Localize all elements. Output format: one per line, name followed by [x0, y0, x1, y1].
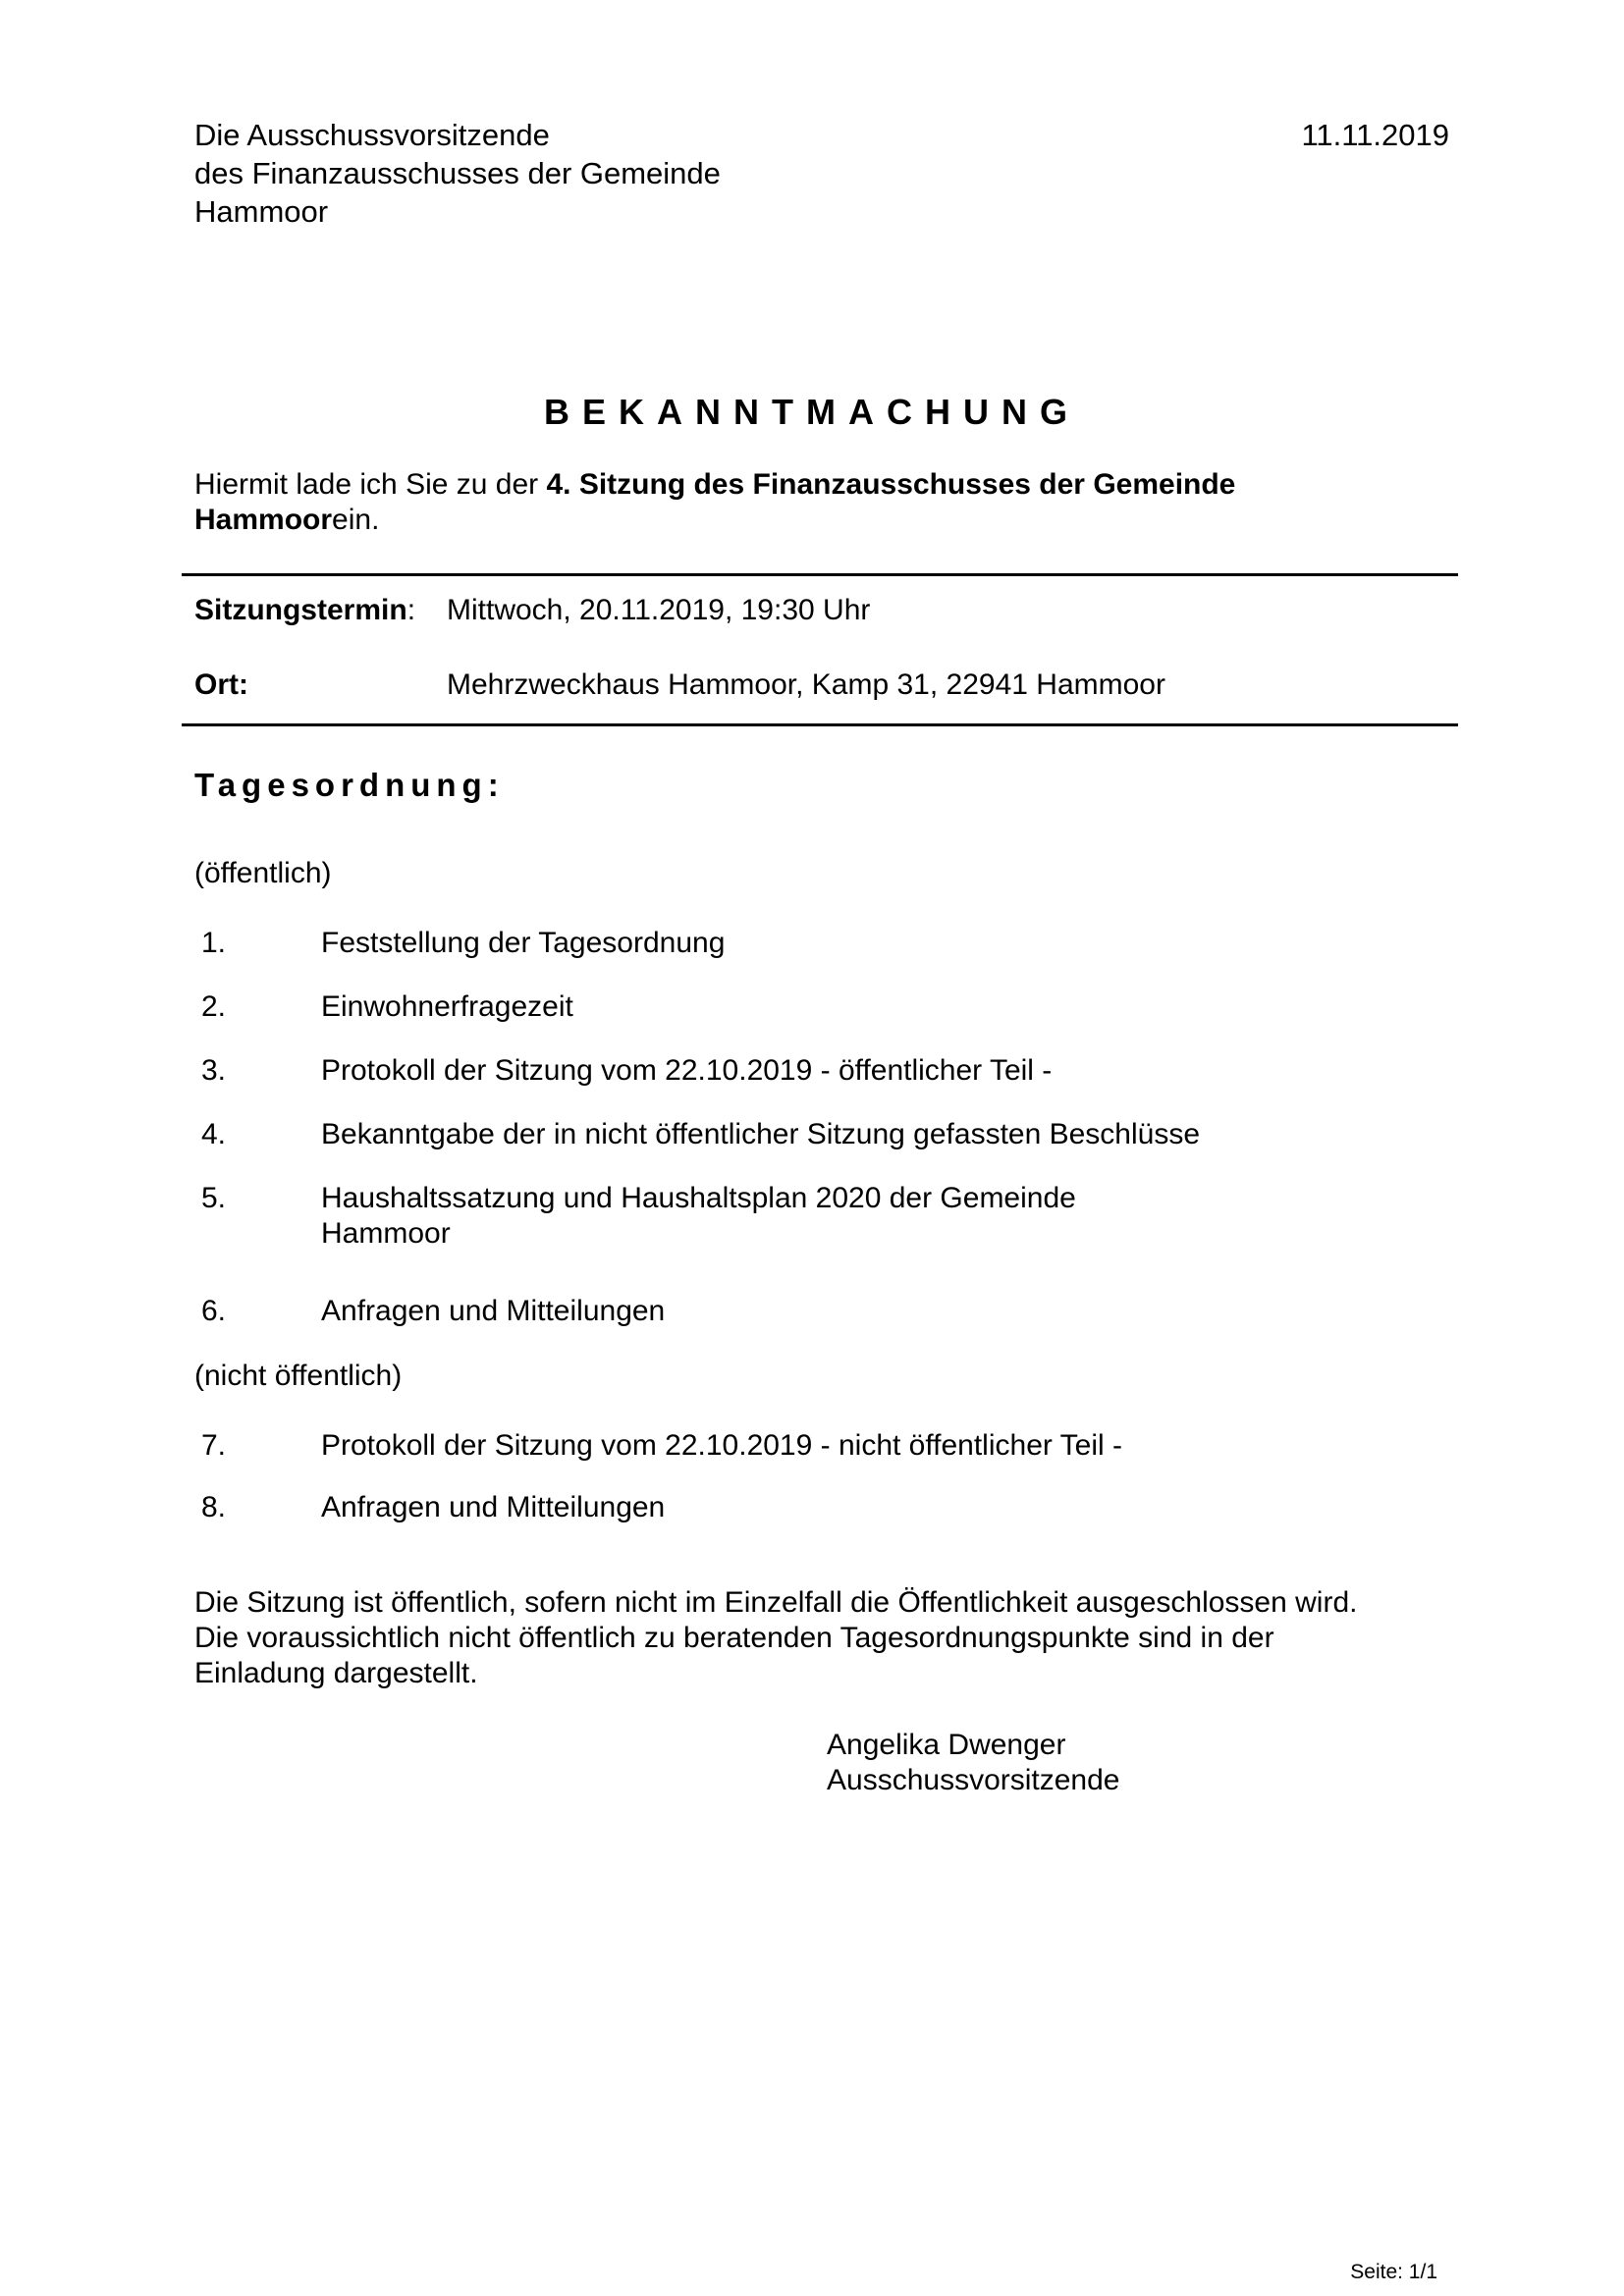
agenda-item-text: Anfragen und Mitteilungen: [321, 1491, 666, 1523]
closing-line: Einladung dargestellt.: [194, 1657, 478, 1689]
closing-line: Die Sitzung ist öffentlich, sofern nicht im Einzelfall die Öffentlichkeit ausgeschlossen wird.: [194, 1586, 1358, 1619]
sender-block: [194, 116, 721, 231]
divider-top: [182, 573, 1458, 576]
document-date: 11.11.2019: [1301, 118, 1449, 152]
meeting-date-value: Mittwoch, 20.11.2019, 19:30 Uhr: [447, 594, 871, 626]
agenda-item-number: 3.: [201, 1054, 227, 1087]
intro-prefix: Hiermit lade ich Sie zu der: [194, 468, 547, 501]
sender-line: Die Ausschussvorsitzende: [194, 118, 550, 152]
agenda-item-number: 2.: [201, 990, 227, 1023]
agenda-item-text: Protokoll der Sitzung vom 22.10.2019 - nicht öffentlicher Teil -: [321, 1429, 1123, 1462]
sender-line: des Finanzausschusses der Gemeinde: [194, 156, 721, 190]
meeting-date-label: Sitzungstermin:: [194, 594, 416, 626]
agenda-item-text: Feststellung der Tagesordnung: [321, 927, 726, 959]
divider-bottom: [182, 723, 1458, 726]
closing-paragraph: [194, 1585, 1357, 1691]
signature-name: Angelika Dwenger: [827, 1729, 1066, 1761]
meeting-place-value: Mehrzweckhaus Hammoor, Kamp 31, 22941 Hammoor: [447, 668, 1165, 701]
agenda-item-text-continued: Hammoor: [321, 1217, 451, 1250]
signature-role: Ausschussvorsitzende: [827, 1764, 1120, 1796]
agenda-item-text: Einwohnerfragezeit: [321, 990, 573, 1023]
sender-line: Hammoor: [194, 194, 329, 229]
agenda-item-text: Bekanntgabe der in nicht öffentlicher Sitzung gefassten Beschlüsse: [321, 1118, 1201, 1150]
intro-suffix: ein.: [332, 504, 380, 536]
agenda-item-text: Anfragen und Mitteilungen: [321, 1295, 666, 1327]
agenda-item-number: 6.: [201, 1295, 227, 1327]
agenda-item-text: Haushaltssatzung und Haushaltsplan 2020 der Gemeinde: [321, 1182, 1076, 1214]
agenda-item-number: 1.: [201, 927, 227, 959]
page-number: Seite: 1/1: [1350, 2261, 1437, 2283]
intro-meeting-name: 4. Sitzung des Finanzausschusses der Gemeinde Hammoor: [194, 468, 1236, 536]
agenda-section-public: (öffentlich): [194, 857, 332, 889]
signature-block: [827, 1728, 1119, 1798]
intro-paragraph: [194, 467, 1373, 538]
meeting-place-label: Ort:: [194, 668, 248, 701]
agenda-item-number: 5.: [201, 1182, 227, 1214]
document-title: BEKANNTMACHUNG: [544, 392, 1080, 432]
agenda-section-private: (nicht öffentlich): [194, 1360, 403, 1392]
agenda-item-number: 4.: [201, 1118, 227, 1150]
agenda-item-number: 7.: [201, 1429, 227, 1462]
agenda-heading: Tagesordnung:: [194, 767, 505, 803]
agenda-item-number: 8.: [201, 1491, 227, 1523]
agenda-item-text: Protokoll der Sitzung vom 22.10.2019 - öffentlicher Teil -: [321, 1054, 1053, 1087]
closing-line: Die voraussichtlich nicht öffentlich zu beratenden Tagesordnungspunkte sind in der: [194, 1622, 1274, 1654]
